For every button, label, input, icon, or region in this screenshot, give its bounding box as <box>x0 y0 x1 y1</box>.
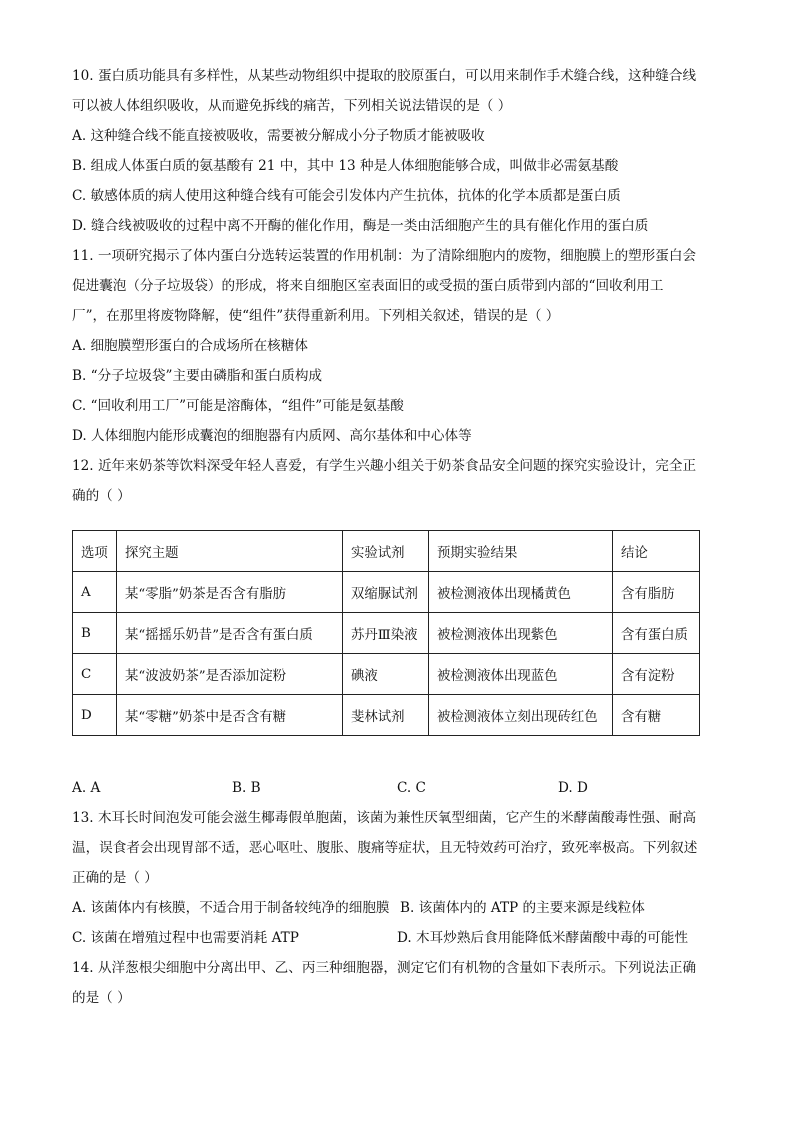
table-header-cell: 预期实验结果 <box>429 531 613 572</box>
question-11-stem-line-3: 厂”，在那里将废物降解，使“组件”获得重新利用。下列相关叙述，错误的是（ ） <box>72 308 560 324</box>
table-cell: 苏丹Ⅲ染液 <box>343 613 429 654</box>
question-12-stem-line-2: 确的（ ） <box>72 488 131 504</box>
table-cell: 双缩脲试剂 <box>343 572 429 613</box>
table-cell: 含有糖 <box>613 695 700 736</box>
table-cell: 某“零糖”奶茶中是否含有糖 <box>117 695 343 736</box>
question-11-option-d: D. 人体细胞内能形成囊泡的细胞器有内质网、高尔基体和中心体等 <box>72 428 472 444</box>
experiment-table <box>72 530 700 736</box>
table-cell: 含有脂肪 <box>613 572 700 613</box>
table-cell: 某“波波奶茶”是否添加淀粉 <box>117 654 343 695</box>
question-10-stem-line-1: 10. 蛋白质功能具有多样性，从某些动物组织中提取的胶原蛋白，可以用来制作手术缝合线，这种缝合线 <box>72 68 697 84</box>
question-11-stem-line-2: 促进囊泡（分子垃圾袋）的形成，将来自细胞区室表面旧的或受损的蛋白质带到内部的“回收利用工 <box>72 278 664 294</box>
table-cell: D <box>73 695 117 736</box>
question-13-stem-line-2: 温，误食者会出现胃部不适，恶心呕吐、腹胀、腹痛等症状，且无特效药可治疗，致死率极高。下列叙述 <box>72 840 698 856</box>
question-13-option-b: B. 该菌体内的 ATP 的主要来源是线粒体 <box>400 900 645 916</box>
table-cell: A <box>73 572 117 613</box>
question-13-option-a: A. 该菌体内有核膜，不适合用于制备较纯净的细胞膜 <box>72 900 390 916</box>
question-11-option-b: B. “分子垃圾袋”主要由磷脂和蛋白质构成 <box>72 368 323 384</box>
table-row <box>73 695 700 736</box>
table-cell: 被检测液体出现橘黄色 <box>429 572 613 613</box>
question-10-option-d: D. 缝合线被吸收的过程中离不开酶的催化作用，酶是一类由活细胞产生的具有催化作用的蛋白质 <box>72 218 649 234</box>
table-cell: 碘液 <box>343 654 429 695</box>
question-11-stem-line-1: 11. 一项研究揭示了体内蛋白分选转运装置的作用机制：为了清除细胞内的废物，细胞膜上的塑形蛋白会 <box>72 248 697 264</box>
table-cell: 某“摇摇乐奶昔”是否含有蛋白质 <box>117 613 343 654</box>
table-cell: 被检测液体出现蓝色 <box>429 654 613 695</box>
table-row <box>73 613 700 654</box>
table-row <box>73 654 700 695</box>
question-14-stem-line-1: 14. 从洋葱根尖细胞中分离出甲、乙、丙三种细胞器，测定它们有机物的含量如下表所示。下列说法正确 <box>72 960 697 976</box>
question-12-stem-line-1: 12. 近年来奶茶等饮料深受年轻人喜爱，有学生兴趣小组关于奶茶食品安全问题的探究实验设计，完全正 <box>72 458 697 474</box>
question-14-stem-line-2: 的是（ ） <box>72 990 131 1006</box>
question-10-option-c: C. 敏感体质的病人使用这种缝合线有可能会引发体内产生抗体，抗体的化学本质都是蛋白质 <box>72 188 621 204</box>
table-cell: C <box>73 654 117 695</box>
table-cell: 某“零脂”奶茶是否含有脂肪 <box>117 572 343 613</box>
table-cell: 被检测液体出现紫色 <box>429 613 613 654</box>
table-cell: 含有淀粉 <box>613 654 700 695</box>
question-12-option-c: C. C <box>397 780 426 796</box>
question-13-stem-line-1: 13. 木耳长时间泡发可能会滋生椰毒假单胞菌，该菌为兼性厌氧型细菌，它产生的米酵菌酸毒性强、耐高 <box>72 810 697 826</box>
question-12-option-d: D. D <box>558 780 588 796</box>
question-13-stem-line-3: 正确的是（ ） <box>72 870 158 886</box>
question-10-stem-line-2: 可以被人体组织吸收，从而避免拆线的痛苦，下列相关说法错误的是（ ） <box>72 98 512 114</box>
question-13-option-c: C. 该菌在增殖过程中也需要消耗 ATP <box>72 930 299 946</box>
table-cell: 含有蛋白质 <box>613 613 700 654</box>
table-header-row <box>73 531 700 572</box>
table-header-cell: 实验试剂 <box>343 531 429 572</box>
table-header-cell: 选项 <box>73 531 117 572</box>
table-header-cell: 结论 <box>613 531 700 572</box>
table-cell: B <box>73 613 117 654</box>
question-11-option-c: C. “回收利用工厂”可能是溶酶体，“组件”可能是氨基酸 <box>72 398 404 414</box>
question-11-option-a: A. 细胞膜塑形蛋白的合成场所在核糖体 <box>72 338 308 354</box>
question-13-option-d: D. 木耳炒熟后食用能降低米酵菌酸中毒的可能性 <box>397 930 688 946</box>
table-cell: 被检测液体立刻出现砖红色 <box>429 695 613 736</box>
question-10-option-a: A. 这种缝合线不能直接被吸收，需要被分解成小分子物质才能被吸收 <box>72 128 485 144</box>
table-cell: 斐林试剂 <box>343 695 429 736</box>
question-12-option-a: A. A <box>72 780 101 796</box>
question-10-option-b: B. 组成人体蛋白质的氨基酸有 21 中，其中 13 种是人体细胞能够合成，叫做非必需氨基酸 <box>72 158 619 174</box>
question-12-option-b: B. B <box>232 780 261 796</box>
table-header-cell: 探究主题 <box>117 531 343 572</box>
table-row <box>73 572 700 613</box>
